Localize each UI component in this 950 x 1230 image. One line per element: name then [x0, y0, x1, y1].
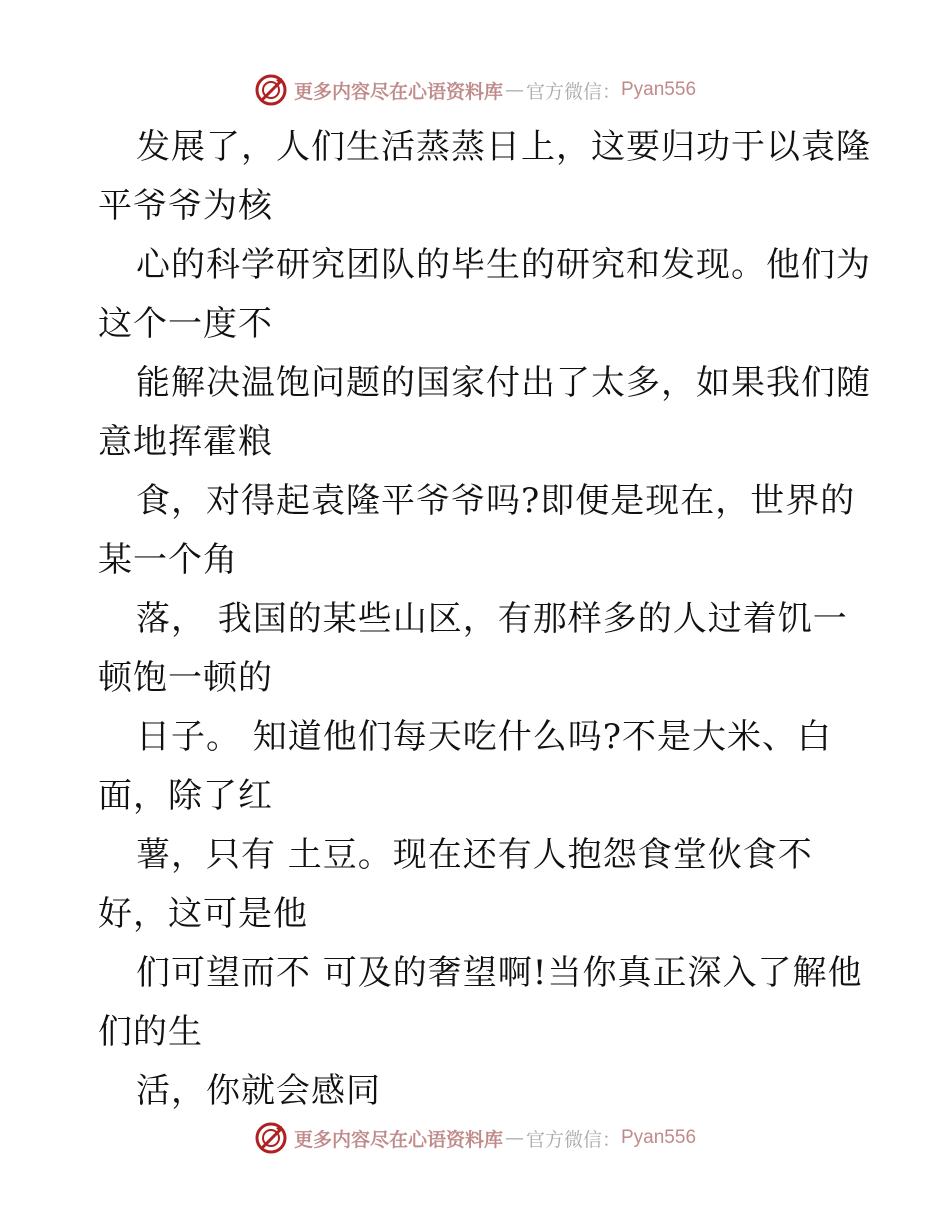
- body-line: 心的科学研究团队的毕生的研究和发现。他们为: [136, 245, 871, 285]
- header-brand-text: 更多内容尽在心语资料库: [293, 80, 503, 103]
- brand-logo-icon: [254, 73, 288, 107]
- footer-wechat-id: Pyan556: [621, 1127, 697, 1148]
- footer-brand-text: 更多内容尽在心语资料库: [293, 1128, 503, 1151]
- body-line: 平爷爷为核: [98, 186, 273, 226]
- body-line: 活，你就会感同: [136, 1071, 381, 1111]
- footer-wechat-label: 官方微信：: [525, 1128, 621, 1151]
- body-line: 面，除了红: [98, 776, 273, 816]
- body-line: 日子。 知道他们每天吃什么吗?不是大米、白: [136, 717, 833, 757]
- header-dash: —: [504, 79, 524, 101]
- footer-banner: [0, 1118, 950, 1158]
- body-line: 能解决温饱问题的国家付出了太多，如果我们随: [136, 363, 871, 403]
- body-line: 落， 我国的某些山区，有那样多的人过着饥一: [136, 599, 848, 639]
- body-line: 们的生: [98, 1012, 203, 1052]
- header-banner: [0, 70, 950, 110]
- footer-dash: —: [504, 1127, 524, 1149]
- document-body: [98, 118, 871, 1121]
- header-wechat-label: 官方微信：: [525, 80, 621, 103]
- body-line: 好，这可是他: [98, 894, 308, 934]
- body-line: 这个一度不: [98, 304, 273, 344]
- header-wechat-id: Pyan556: [621, 79, 697, 100]
- body-line: 食，对得起袁隆平爷爷吗?即便是现在，世界的: [136, 481, 856, 521]
- body-line: 意地挥霍粮: [98, 422, 273, 462]
- body-line: 发展了，人们生活蒸蒸日上，这要归功于以袁隆: [136, 127, 871, 167]
- body-line: 们可望而不 可及的奢望啊!当你真正深入了解他: [136, 953, 863, 993]
- body-line: 某一个角: [98, 540, 238, 580]
- body-line: 薯，只有 土豆。现在还有人抱怨食堂伙食不: [136, 835, 813, 875]
- brand-logo-icon: [254, 1121, 288, 1155]
- body-line: 顿饱一顿的: [98, 658, 273, 698]
